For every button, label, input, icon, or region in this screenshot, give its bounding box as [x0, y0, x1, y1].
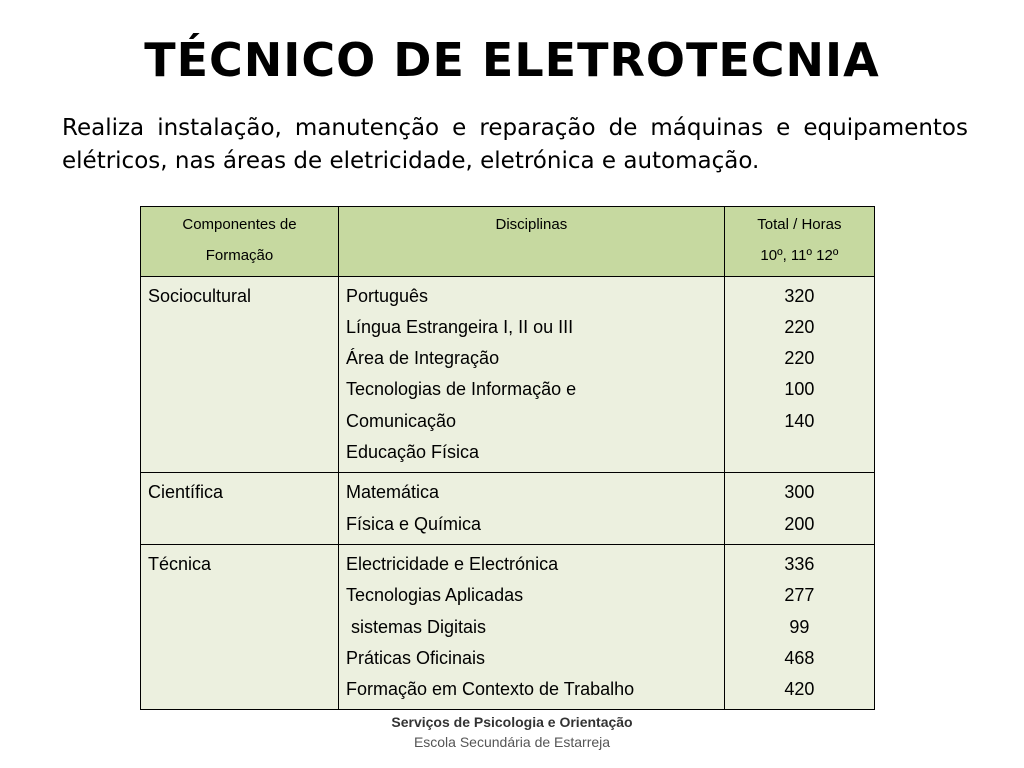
discipline-item: Formação em Contexto de Trabalho: [345, 679, 635, 700]
hours-value: 336: [784, 553, 815, 574]
component-cell: [141, 473, 339, 545]
slide-title: TÉCNICO DE ELETROTECNIA: [144, 33, 880, 87]
discipline-item: Português: [345, 285, 429, 306]
discipline-item: Física e Química: [345, 513, 482, 534]
footer-organization: Serviços de Psicologia e Orientação: [391, 714, 633, 730]
hours-cell: [724, 544, 874, 709]
component-label: Técnica: [148, 553, 212, 574]
discipline-item: Tecnologias de Informação e: [345, 379, 577, 400]
footer-school: Escola Secundária de Estarreja: [413, 734, 611, 750]
discipline-item: Tecnologias Aplicadas: [345, 585, 524, 606]
discipline-item: Área de Integração: [345, 348, 500, 369]
component-label: Científica: [148, 482, 224, 503]
table-header-row: [141, 207, 875, 277]
discipline-item: Educação Física: [345, 442, 480, 463]
hours-value: 420: [784, 679, 815, 700]
hours-value: 300: [784, 482, 815, 503]
curriculum-table: [140, 206, 875, 710]
header-components-line: Formação: [205, 247, 274, 265]
header-total-line: 10º, 11º 12º: [760, 247, 839, 265]
header-total-line: Total / Horas: [757, 216, 842, 233]
discipline-item: sistemas Digitais: [345, 616, 487, 637]
discipline-item: Língua Estrangeira I, II ou III: [345, 316, 574, 337]
header-disciplines-label: Disciplinas: [495, 216, 568, 233]
component-label: Sociocultural: [148, 285, 252, 306]
component-cell: [141, 276, 339, 473]
header-disciplines: [338, 207, 724, 277]
header-total: [724, 207, 874, 277]
hours-value: 140: [784, 410, 815, 431]
disciplines-cell: [338, 473, 724, 545]
discipline-item: Comunicação: [345, 410, 457, 431]
hours-cell: [724, 473, 874, 545]
table-row: [141, 276, 875, 473]
discipline-item: Electricidade e Electrónica: [345, 553, 559, 574]
hours-cell: [724, 276, 874, 473]
hours-value: 277: [784, 585, 815, 606]
hours-value: 99: [789, 616, 810, 637]
header-components-line: Componentes de: [182, 216, 297, 233]
hours-value: 220: [784, 316, 815, 337]
hours-value: 320: [784, 285, 815, 306]
discipline-item: Matemática: [345, 482, 440, 503]
hours-value: 220: [784, 348, 815, 369]
component-cell: [141, 544, 339, 709]
disciplines-cell: [338, 544, 724, 709]
hours-value: 468: [784, 647, 815, 668]
header-components: [141, 207, 339, 277]
intro-paragraph: Realiza instalação, manutenção e reparação de máquinas e equipamentos elétricos, nas áreas de eletricidade, eletrónica e automação.: [62, 115, 968, 174]
disciplines-cell: [338, 276, 724, 473]
table-row: [141, 473, 875, 545]
table-row: [141, 544, 875, 709]
hours-value: 200: [784, 513, 815, 534]
discipline-item: Práticas Oficinais: [345, 647, 486, 668]
hours-value: 100: [784, 379, 815, 400]
